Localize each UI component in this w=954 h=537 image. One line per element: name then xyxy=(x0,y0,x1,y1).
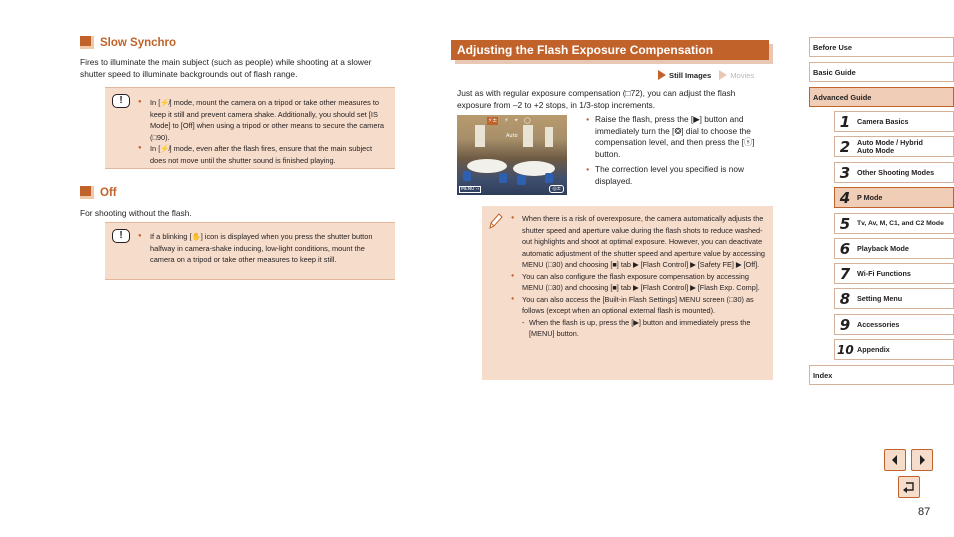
chapter-number: 4 xyxy=(839,188,851,207)
chapter-label: Wi-Fi Functions xyxy=(857,268,911,278)
nav-chapter-10[interactable] xyxy=(834,339,954,360)
steps-list xyxy=(586,114,776,191)
prev-page-button[interactable] xyxy=(884,449,906,471)
chapter-number: 2 xyxy=(839,137,851,156)
chapter-label: Appendix xyxy=(857,344,890,354)
step-item: ● The correction level you specified is now displayed. xyxy=(586,164,776,187)
auto-label: Auto xyxy=(506,133,518,139)
note-item: ● When there is a risk of overexposure, the camera automatically adjusts the shutter speed and aperture value during the flash shots to reduce washed-out highlights and shoot at optimal exposure. However, you can deactivate automatic adjustment of the shutter speed and aperture value by accessing MENU (□30) and choosing [■] tab ▶ [Flash Control] ▶ [Safety FE] ▶ [Off]. xyxy=(511,213,766,271)
section-marker-icon xyxy=(80,36,94,49)
still-images-tag: Still Images xyxy=(658,70,711,80)
chapter-label: Auto Mode / Hybrid Auto Mode xyxy=(857,137,923,155)
nav-index[interactable]: Index xyxy=(809,365,954,385)
chapter-label: Camera Basics xyxy=(857,116,909,126)
section-title: Slow Synchro xyxy=(100,36,177,49)
dial-indicator: ◎± xyxy=(549,185,564,193)
section-title-banner xyxy=(451,40,773,64)
chapter-number: 9 xyxy=(839,315,851,334)
play-triangle-icon xyxy=(658,70,666,80)
note-subitem: - When the flash is up, press the [▶] button and immediately press the [MENU] button. xyxy=(511,317,766,340)
chapter-number: 8 xyxy=(839,289,851,308)
chapter-label: P Mode xyxy=(857,192,883,202)
chapter-number: 6 xyxy=(839,239,851,258)
slow-synchro-body: Fires to illuminate the main subject (such as people) while shooting at a slower shutter speed to illuminate backgrounds out of flash range. xyxy=(80,57,372,79)
chapter-number: 7 xyxy=(839,264,851,283)
page-number: 87 xyxy=(918,506,931,518)
section-title: Off xyxy=(100,186,117,199)
chapter-number: 3 xyxy=(839,163,851,182)
nav-chapter-7[interactable] xyxy=(834,263,954,284)
chevron-left-icon xyxy=(889,454,901,466)
caution-item: ● In [⚡̸] mode, mount the camera on a tripod or take other measures to keep it still and prevent camera shake. Additionally, you should set [IS Mode] to [Off] when using a tripod or other means to secure the camera (□90). xyxy=(138,97,386,143)
step-item: ● Raise the flash, press the [▶] button and immediately turn the [❂] dial to choose the compensation level, and then press the [ⓢ] button. xyxy=(586,114,776,160)
off-heading xyxy=(80,186,117,199)
caution-list xyxy=(138,97,386,166)
chevron-right-icon xyxy=(916,454,928,466)
page-title: Adjusting the Flash Exposure Compensation xyxy=(451,40,769,60)
caution-item: ● If a blinking [✋] icon is displayed when you press the shutter button halfway in camera-shake inducing, low-light conditions, mount the camera on a tripod or take other measures to keep it still. xyxy=(138,231,378,266)
chapter-label: Tv, Av, M, C1, and C2 Mode xyxy=(857,219,944,227)
chapter-label: Setting Menu xyxy=(857,293,903,303)
play-triangle-icon xyxy=(719,70,727,80)
nav-advanced-guide[interactable]: Advanced Guide xyxy=(809,87,954,107)
return-arrow-icon xyxy=(902,481,916,493)
note-box xyxy=(482,206,773,380)
nav-chapter-3[interactable] xyxy=(834,162,954,183)
caution-icon: ! xyxy=(112,94,130,108)
chapter-number: 10 xyxy=(837,342,854,357)
note-item: ● You can also configure the flash exposure compensation by accessing MENU (□30) and choosing [■] tab ▶ [Flash Control] ▶ [Flash Exp. Comp]. xyxy=(511,271,766,294)
off-body: For shooting without the flash. xyxy=(80,208,192,218)
chapter-number: 5 xyxy=(839,214,851,233)
menu-indicator: MENU ‹› xyxy=(461,187,480,192)
intro-text: Just as with regular exposure compensation (□72), you can adjust the flash exposure from –2 to +2 stops, in 1/3-stop increments. xyxy=(457,88,736,110)
caution-box xyxy=(105,222,395,280)
chapter-label: Other Shooting Modes xyxy=(857,167,935,177)
caution-icon: ! xyxy=(112,229,130,243)
mode-tags xyxy=(658,70,754,80)
caution-box xyxy=(105,87,395,169)
nav-chapter-6[interactable] xyxy=(834,238,954,259)
nav-chapter-1[interactable] xyxy=(834,111,954,132)
note-item: ● You can also access the [Built-in Flash Settings] MENU screen (□30) as follows (except when an optional external flash is mounted). xyxy=(511,294,766,317)
caution-list xyxy=(138,231,378,266)
nav-chapter-5[interactable] xyxy=(834,213,954,234)
movies-tag: Movies xyxy=(719,70,754,80)
return-button[interactable] xyxy=(898,476,920,498)
note-list xyxy=(511,213,766,340)
chapter-label: Playback Mode xyxy=(857,243,909,253)
nav-chapter-8[interactable] xyxy=(834,288,954,309)
camera-screen-image: ⚡± ⚡ ⌖ ◯ Auto MENU ‹› ◎± xyxy=(457,115,567,195)
nav-basic-guide[interactable]: Basic Guide xyxy=(809,62,954,82)
nav-chapter-2[interactable] xyxy=(834,136,954,157)
chapter-number: 1 xyxy=(839,112,851,131)
caution-item: ● In [⚡̸] mode, even after the flash fires, ensure that the main subject does not move until the shutter sound is finished playing. xyxy=(138,143,386,166)
pencil-note-icon xyxy=(488,212,504,230)
chapter-label: Accessories xyxy=(857,319,900,329)
next-page-button[interactable] xyxy=(911,449,933,471)
slow-synchro-heading xyxy=(80,36,176,49)
nav-chapter-4[interactable] xyxy=(834,187,954,208)
nav-before-use[interactable]: Before Use xyxy=(809,37,954,57)
section-marker-icon xyxy=(80,186,94,199)
nav-chapter-9[interactable] xyxy=(834,314,954,335)
